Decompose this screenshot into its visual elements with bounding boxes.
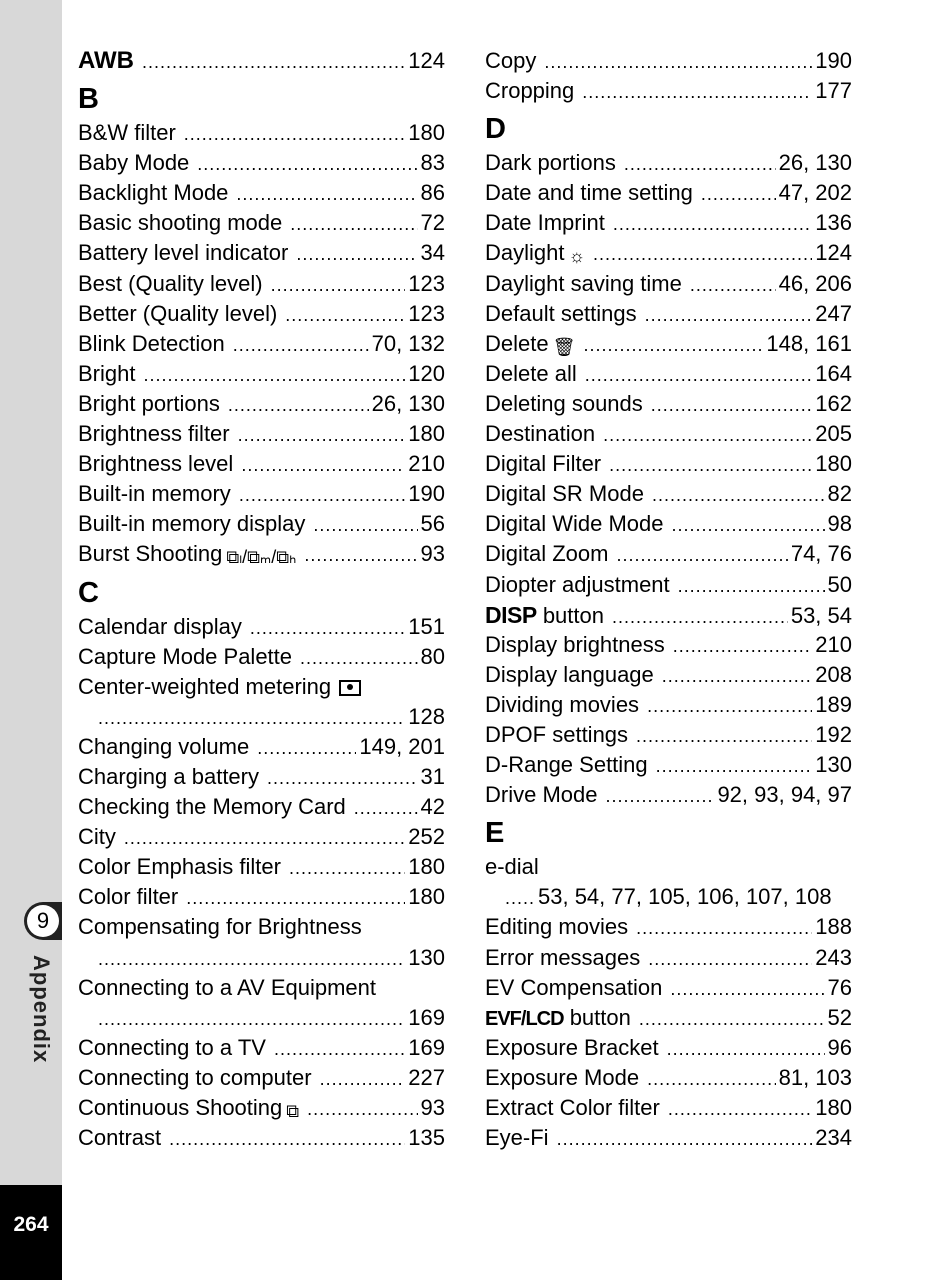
- index-entry: [485, 329, 852, 359]
- entry-pages: 26, 130: [778, 150, 852, 176]
- index-entry: [78, 329, 445, 359]
- entry-pages: 83: [420, 150, 445, 176]
- entry-pages: 124: [815, 240, 852, 266]
- entry-term: DISP button: [485, 601, 604, 628]
- leader-dots: [605, 781, 714, 811]
- section-letter: B: [78, 83, 99, 116]
- index-entry: [78, 762, 445, 792]
- index-entry: [78, 882, 445, 912]
- index-entry: [78, 852, 445, 882]
- entry-pages: 149, 201: [359, 733, 445, 759]
- page-number: 264: [0, 1185, 62, 1280]
- entry-term: Default settings: [485, 300, 637, 326]
- daylight-icon: ☼: [568, 246, 585, 267]
- entry-pages: 180: [815, 1095, 852, 1120]
- entry-pages: 151: [408, 613, 445, 639]
- entry-term: Digital Zoom: [485, 541, 609, 567]
- leader-dots: [289, 853, 405, 883]
- entry-pages: 70, 132: [371, 330, 445, 356]
- leader-dots: [257, 733, 356, 763]
- index-entry: [485, 539, 852, 569]
- entry-term: Built-in memory display: [78, 511, 306, 537]
- entry-term: Capture Mode Palette: [78, 643, 293, 669]
- entry-pages: 81, 103: [778, 1064, 852, 1090]
- entry-pages: 52: [827, 1004, 852, 1030]
- entry-pages: 243: [815, 944, 852, 970]
- entry-term: Date and time setting: [485, 180, 693, 206]
- index-entry: [78, 973, 445, 1003]
- leader-dots: [304, 540, 417, 570]
- chapter-label: Appendix: [29, 955, 54, 1064]
- leader-dots: [656, 751, 813, 781]
- entry-pages: 234: [815, 1125, 852, 1151]
- entry-pages: 123: [408, 300, 445, 326]
- leader-dots: [124, 823, 405, 853]
- entry-term: Daylight ☼: [485, 238, 585, 271]
- entry-pages: 205: [815, 421, 852, 447]
- index-entry: [78, 148, 445, 178]
- entry-term: Display brightness: [485, 631, 665, 657]
- index-entry: [78, 1093, 445, 1123]
- index-entry: [485, 419, 852, 449]
- entry-term: EVF/LCD button: [485, 1004, 631, 1030]
- index-entry: [78, 792, 445, 822]
- leader-dots: [583, 330, 763, 360]
- index-entry: [485, 479, 852, 509]
- entry-term: Delete 🗑: [485, 329, 575, 362]
- entry-term: Better (Quality level): [78, 300, 278, 326]
- entry-pages: 53, 54: [790, 602, 852, 628]
- entry-term: Connecting to a TV: [78, 1034, 266, 1060]
- index-entry: [485, 630, 852, 660]
- leader-dots: [143, 360, 405, 390]
- leader-dots: [668, 1094, 812, 1124]
- entry-term: Color Emphasis filter: [78, 854, 281, 880]
- leader-dots: [267, 763, 418, 793]
- entry-pages: 164: [815, 360, 852, 386]
- index-entry: [485, 1033, 852, 1063]
- index-entry: [485, 720, 852, 750]
- index-entry: [78, 46, 445, 76]
- index-entry: [78, 449, 445, 479]
- entry-pages: 86: [420, 180, 445, 206]
- index-entry: [78, 1033, 445, 1063]
- leader-dots: [285, 300, 405, 330]
- entry-pages: 42: [420, 794, 445, 820]
- entry-term: EV Compensation: [485, 974, 663, 1000]
- index-entry: [78, 208, 445, 238]
- leader-dots: [98, 1004, 405, 1034]
- leader-dots: [250, 613, 405, 643]
- leader-dots: [647, 1064, 776, 1094]
- leader-dots: [228, 390, 369, 420]
- continuous-shooting-icon: ⧉: [286, 1101, 300, 1121]
- index-entry: [485, 943, 852, 973]
- entry-term: Basic shooting mode: [78, 210, 283, 236]
- entry-term: Daylight saving time: [485, 270, 682, 296]
- entry-term: Built-in memory: [78, 481, 231, 507]
- index-entry: [485, 1093, 852, 1123]
- leader-dots: [186, 883, 405, 913]
- entry-pages: 188: [815, 914, 852, 940]
- entry-pages: 47, 202: [778, 180, 852, 206]
- entry-term: Best (Quality level): [78, 270, 263, 296]
- index-entry: [78, 509, 445, 539]
- entry-term: Cropping: [485, 78, 575, 104]
- trash-icon: 🗑: [552, 336, 576, 357]
- leader-dots: [701, 179, 776, 209]
- leader-dots: [236, 179, 417, 209]
- index-entry: [78, 479, 445, 509]
- leader-dots: [169, 1124, 405, 1154]
- leader-dots: [678, 571, 825, 601]
- entry-term: Digital Filter: [485, 451, 602, 477]
- entry-term: Battery level indicator: [78, 240, 289, 266]
- index-entry: [78, 238, 445, 268]
- leader-dots: [98, 703, 405, 733]
- leader-dots: [238, 420, 406, 450]
- entry-pages: 180: [408, 421, 445, 447]
- index-entry: [78, 1123, 445, 1153]
- index-entry-continuation: [78, 702, 445, 732]
- entry-pages: 128: [408, 703, 445, 729]
- entry-pages: 130: [815, 752, 852, 778]
- entry-pages: 190: [408, 481, 445, 507]
- leader-dots: [603, 420, 812, 450]
- leader-dots: [667, 1034, 825, 1064]
- leader-dots: [505, 883, 535, 913]
- entry-term: Brightness level: [78, 451, 234, 477]
- entry-term: City: [78, 824, 116, 850]
- entry-term: Changing volume: [78, 733, 250, 759]
- entry-pages: 180: [408, 120, 445, 146]
- entry-term: Baby Mode: [78, 150, 190, 176]
- entry-pages: 80: [420, 643, 445, 669]
- entry-pages: 208: [815, 661, 852, 687]
- entry-pages: 136: [815, 210, 852, 236]
- index-entry: [78, 118, 445, 148]
- leader-dots: [98, 944, 405, 974]
- entry-pages: 130: [408, 944, 445, 970]
- entry-term: D-Range Setting: [485, 752, 648, 778]
- index-entry: [485, 269, 852, 299]
- entry-pages: 50: [827, 571, 852, 597]
- entry-pages: 93: [420, 541, 445, 567]
- leader-dots: [647, 691, 812, 721]
- entry-term: Digital SR Mode: [485, 481, 644, 507]
- entry-term: DPOF settings: [485, 721, 629, 747]
- section-letter: D: [485, 113, 506, 146]
- leader-dots: [585, 360, 813, 390]
- leader-dots: [636, 913, 812, 943]
- entry-pages: 227: [408, 1064, 445, 1090]
- entry-pages: 123: [408, 270, 445, 296]
- index-entry-continuation: [78, 943, 445, 973]
- entry-term: Dividing movies: [485, 691, 640, 717]
- entry-pages: 53, 54, 77, 105, 106, 107, 108: [538, 884, 832, 910]
- leader-dots: [645, 300, 813, 330]
- leader-dots: [612, 602, 788, 632]
- leader-dots: [651, 390, 813, 420]
- entry-term: Burst Shooting ⧉ₗ/⧉ₘ/⧉ₕ: [78, 539, 296, 572]
- index-entry: [78, 1063, 445, 1093]
- entry-term: Compensating for Brightness: [78, 914, 362, 940]
- entry-term: Delete all: [485, 360, 577, 386]
- index-entry: [78, 912, 445, 942]
- leader-dots: [582, 77, 812, 107]
- entry-term: Blink Detection: [78, 330, 225, 356]
- side-tab-strip: [0, 0, 62, 1280]
- entry-pages: 92, 93, 94, 97: [717, 782, 852, 808]
- leader-dots: [271, 270, 406, 300]
- entry-term: Diopter adjustment: [485, 571, 670, 597]
- entry-pages: 180: [815, 451, 852, 477]
- leader-dots: [652, 480, 825, 510]
- entry-pages: 98: [827, 511, 852, 537]
- index-entry: [485, 389, 852, 419]
- index-entry: [485, 208, 852, 238]
- leader-dots: [354, 793, 418, 823]
- index-entry: [485, 76, 852, 106]
- index-entry: [485, 600, 852, 630]
- index-entry: [485, 1123, 852, 1153]
- index-entry: [485, 912, 852, 942]
- entry-term: Charging a battery: [78, 763, 259, 789]
- leader-dots: [313, 510, 417, 540]
- leader-dots: [241, 450, 405, 480]
- leader-dots: [142, 47, 405, 77]
- entry-term: Bright: [78, 360, 136, 386]
- index-entry: [485, 750, 852, 780]
- button-name: EVF/LCD: [485, 1007, 564, 1030]
- leader-dots: [662, 661, 813, 691]
- entry-pages: 76: [827, 974, 852, 1000]
- entry-pages: 26, 130: [371, 390, 445, 416]
- entry-term: AWB: [78, 47, 134, 74]
- leader-dots: [616, 540, 787, 570]
- index-entry: [485, 852, 852, 882]
- entry-term: B&W filter: [78, 120, 176, 146]
- index-entry: [485, 46, 852, 76]
- entry-term: Display language: [485, 661, 654, 687]
- entry-pages: 72: [420, 210, 445, 236]
- entry-term: Exposure Mode: [485, 1064, 640, 1090]
- leader-dots: [307, 1094, 417, 1124]
- index-entry: [485, 509, 852, 539]
- index-entry: [485, 690, 852, 720]
- leader-dots: [544, 47, 812, 77]
- index-entry: [78, 612, 445, 642]
- index-entry-continuation: [485, 882, 852, 912]
- entry-term: Backlight Mode: [78, 180, 229, 206]
- leader-dots: [673, 631, 813, 661]
- entry-term: Bright portions: [78, 390, 220, 416]
- entry-pages: 148, 161: [766, 330, 852, 356]
- entry-pages: 162: [815, 390, 852, 416]
- entry-term: Editing movies: [485, 914, 629, 940]
- entry-term: Contrast: [78, 1125, 162, 1151]
- index-entry: [78, 539, 445, 569]
- entry-pages: 34: [420, 240, 445, 266]
- entry-pages: 56: [420, 511, 445, 537]
- leader-dots: [197, 149, 417, 179]
- index-entry: [485, 973, 852, 1003]
- entry-pages: 169: [408, 1034, 445, 1060]
- index-entry: [485, 449, 852, 479]
- entry-pages: 169: [408, 1004, 445, 1030]
- entry-term: e-dial: [485, 854, 539, 880]
- burst-shooting-icon: ⧉ₗ/⧉ₘ/⧉ₕ: [226, 547, 297, 568]
- index-entry: [78, 269, 445, 299]
- index-entry: [78, 419, 445, 449]
- index-entry: [78, 672, 445, 702]
- leader-dots: [593, 239, 812, 269]
- button-name: DISP: [485, 601, 537, 628]
- entry-pages: 180: [408, 884, 445, 910]
- entry-pages: 31: [420, 763, 445, 789]
- leader-dots: [296, 239, 417, 269]
- entry-term: Exposure Bracket: [485, 1034, 659, 1060]
- entry-pages: 82: [827, 481, 852, 507]
- index-entry: [485, 570, 852, 600]
- leader-dots: [636, 721, 812, 751]
- leader-dots: [233, 330, 369, 360]
- leader-dots: [624, 149, 776, 179]
- chapter-number: 9: [27, 905, 59, 937]
- entry-pages: 247: [815, 300, 852, 326]
- entry-pages: 252: [408, 824, 445, 850]
- entry-term: Color filter: [78, 884, 179, 910]
- index-entry: [485, 238, 852, 268]
- entry-pages: 190: [815, 48, 852, 73]
- entry-term: Drive Mode: [485, 782, 598, 808]
- entry-term: Deleting sounds: [485, 390, 643, 416]
- leader-dots: [609, 450, 812, 480]
- leader-dots: [672, 510, 825, 540]
- center-weighted-metering-icon: [339, 680, 361, 696]
- leader-dots: [290, 209, 417, 239]
- entry-term: Destination: [485, 421, 596, 447]
- index-entry: [485, 359, 852, 389]
- index-column-left: [78, 46, 445, 1153]
- entry-term: Connecting to a AV Equipment: [78, 974, 377, 1000]
- leader-dots: [300, 643, 417, 673]
- index-entry: [78, 642, 445, 672]
- section-letter: E: [485, 817, 505, 850]
- entry-term: Digital Wide Mode: [485, 511, 664, 537]
- leader-dots: [670, 974, 824, 1004]
- entry-pages: 210: [815, 631, 852, 657]
- index-entry: [485, 660, 852, 690]
- entry-pages: 46, 206: [778, 270, 852, 296]
- leader-dots: [239, 480, 405, 510]
- entry-pages: 93: [420, 1095, 445, 1120]
- entry-pages: 189: [815, 691, 852, 717]
- index-entry: [78, 732, 445, 762]
- index-entry: [485, 178, 852, 208]
- entry-pages: 177: [815, 78, 852, 104]
- index-entry: [485, 1003, 852, 1033]
- index-entry: [485, 148, 852, 178]
- index-entry: [485, 780, 852, 810]
- section-letter: C: [78, 576, 99, 609]
- index-entry: [485, 1063, 852, 1093]
- index-entry: [78, 822, 445, 852]
- leader-dots: [690, 270, 776, 300]
- entry-term: Dark portions: [485, 150, 616, 176]
- entry-pages: 74, 76: [790, 541, 852, 567]
- entry-pages: 192: [815, 721, 852, 747]
- index-entry: [78, 389, 445, 419]
- entry-pages: 124: [408, 48, 445, 73]
- leader-dots: [557, 1124, 813, 1154]
- entry-pages: 135: [408, 1125, 445, 1151]
- index-entry: [485, 299, 852, 329]
- leader-dots: [320, 1064, 406, 1094]
- index-column-right: [485, 46, 852, 1153]
- entry-pages: 120: [408, 360, 445, 386]
- entry-term: Brightness filter: [78, 421, 230, 447]
- entry-term: Checking the Memory Card: [78, 794, 346, 820]
- index-entry: [78, 299, 445, 329]
- index-entry: [78, 359, 445, 389]
- entry-term: Eye-Fi: [485, 1125, 549, 1151]
- entry-term: Copy: [485, 48, 537, 73]
- index-entry-continuation: [78, 1003, 445, 1033]
- entry-pages: 96: [827, 1034, 852, 1060]
- entry-term: Extract Color filter: [485, 1095, 660, 1120]
- entry-term: Connecting to computer: [78, 1064, 312, 1090]
- entry-term: Error messages: [485, 944, 641, 970]
- index-entry: [78, 178, 445, 208]
- leader-dots: [648, 944, 812, 974]
- entry-term: Center-weighted metering: [78, 672, 361, 702]
- leader-dots: [274, 1034, 405, 1064]
- entry-pages: 210: [408, 451, 445, 477]
- leader-dots: [613, 209, 812, 239]
- entry-pages: 180: [408, 854, 445, 880]
- leader-dots: [184, 119, 405, 149]
- entry-term: Continuous Shooting ⧉: [78, 1093, 299, 1126]
- leader-dots: [639, 1004, 825, 1034]
- entry-term: Date Imprint: [485, 210, 605, 236]
- entry-term: Calendar display: [78, 613, 242, 639]
